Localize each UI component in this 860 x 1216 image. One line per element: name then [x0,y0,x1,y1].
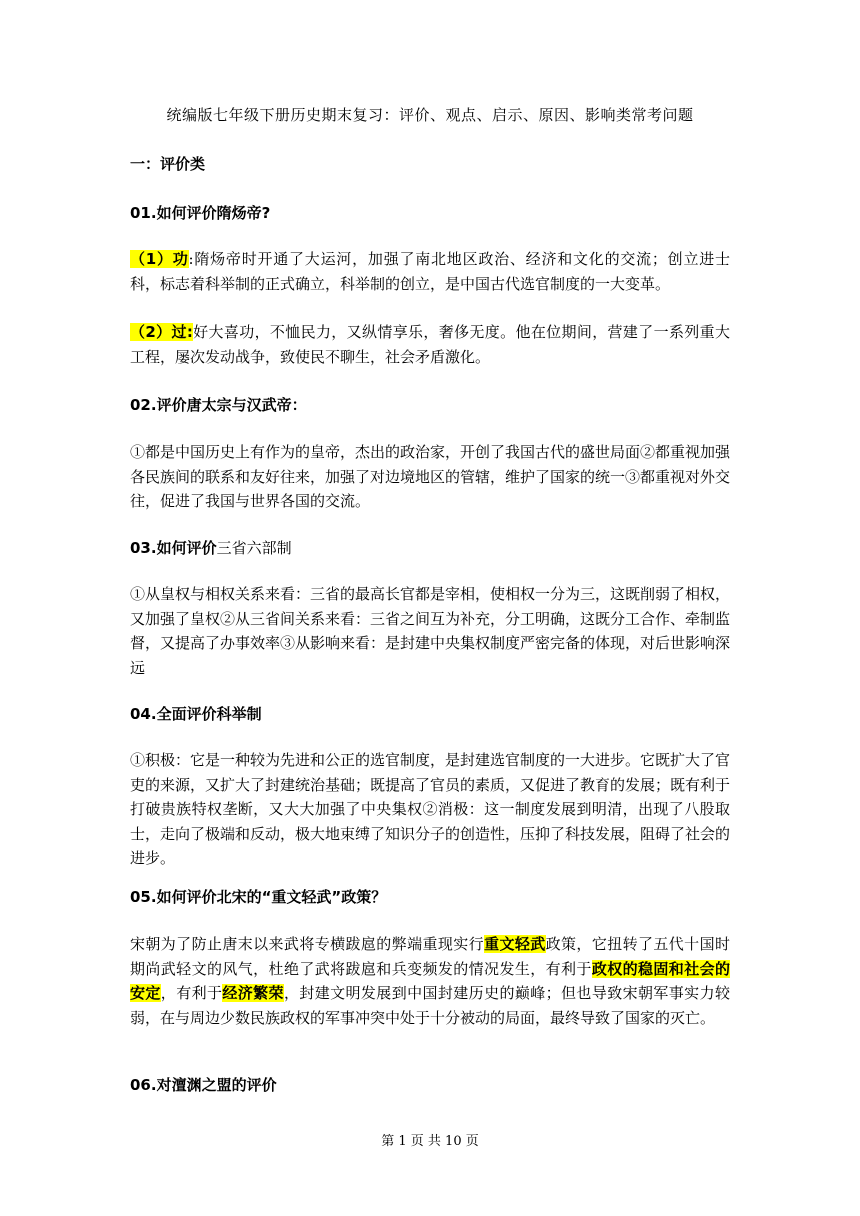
q05-text-3: ，有利于 [160,984,223,1002]
question-03-heading [130,537,292,558]
question-01-merits [130,247,730,296]
question-03-heading-bold: 03.如何评价 [130,539,217,557]
q05-text-1: 宋朝为了防止唐末以来武将专横跋扈的弊端重现实行 [130,935,485,953]
page-footer: 第 1 页 共 10 页 [381,1134,479,1149]
question-02-heading: 02.评价唐太宗与汉武帝： [130,396,307,414]
question-06-heading: 06.对澶渊之盟的评价 [130,1076,277,1094]
q05-text-2: 政策，它扭转了五代十国时期尚武轻文的风气，杜绝了武将跋扈和兵变频发的情况发生，有利于 [130,935,730,978]
q05-highlight-2: 政权的稳固和社会的安定 [130,959,730,1002]
question-02-answer: ①都是中国历史上有作为的皇帝，杰出的政治家，开创了我国古代的盛世局面②都重视加强各民族间的联系和友好往来，加强了对边境地区的管辖，维护了国家的统一③都重视对外交往，促进了我国与世界各国的交流。 [130,443,731,510]
q05-text-4: ，封建文明发展到中国封建历史的巅峰；但也导致宋朝军事实力较弱，在与周边少数民族政权的军事冲突中处于十分被动的局面，最终导致了国家的灭亡。 [130,984,730,1027]
question-03-answer: ①从皇权与相权关系来看：三省的最高长官都是宰相，使相权一分为三，这既削弱了相权，又加强了皇权②从三省间关系来看：三省之间互为补充，分工明确，这既分工合作、牵制监督，又提高了办事效率③从影响来看：是封建中央集权制度严密完备的体现，对后世影响深远 [130,585,731,677]
question-05-heading: 05.如何评价北宋的“重文轻武”政策？ [130,888,387,906]
question-01-heading: 01.如何评价隋炀帝? [130,204,271,222]
question-03-heading-topic: 三省六部制 [216,539,292,557]
merits-label: （1）功 [130,250,189,268]
faults-text: 好大喜功，不恤民力，又纵情享乐，奢侈无度。他在位期间，营建了一系列重大工程，屡次发动战争，致使民不聊生，社会矛盾激化。 [130,323,730,366]
question-01-faults [130,320,730,369]
merits-text: :隋炀帝时开通了大运河，加强了南北地区政治、经济和文化的交流；创立进士科，标志着科举制的正式确立，科举制的创立，是中国古代选官制度的一大变革。 [130,250,730,293]
question-05-answer [130,932,730,1030]
q05-highlight-1: 重文轻武 [484,935,546,953]
question-04-answer: ①积极：它是一种较为先进和公正的选官制度，是封建选官制度的一大进步。它既扩大了官吏的来源，又扩大了封建统治基础；既提高了官员的素质，又促进了教育的发展；既有利于打破贵族特权垄断，又大大加强了中央集权②消极：这一制度发展到明清，出现了八股取士，走向了极端和反动，极大地束缚了知识分子的创造性，压抑了科技发展，阻碍了社会的进步。 [130,751,731,867]
document-title: 统编版七年级下册历史期末复习：评价、观点、启示、原因、影响类常考问题 [166,106,694,124]
q05-highlight-3: 经济繁荣 [222,984,284,1002]
section-heading-evaluation: 一：评价类 [130,155,206,173]
question-04-heading: 04.全面评价科举制 [130,705,262,723]
faults-label: （2）过: [130,323,193,341]
